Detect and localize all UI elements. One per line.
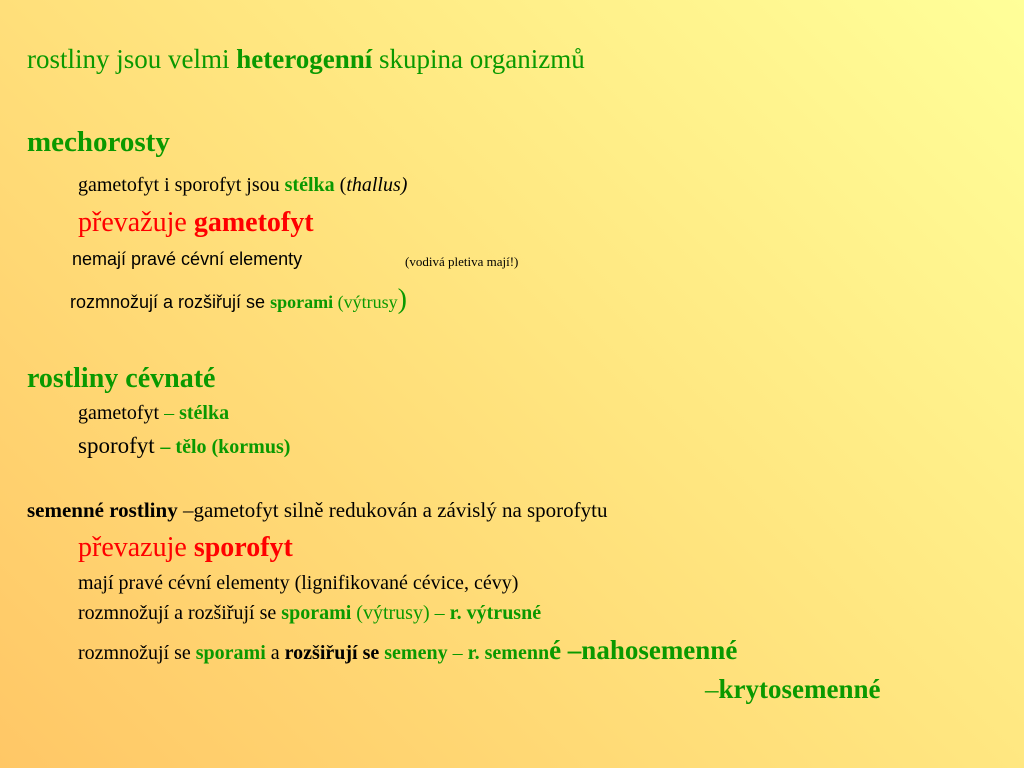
intro-text-end: skupina organizmů xyxy=(372,44,585,74)
seed-l4-and: a xyxy=(265,642,285,664)
vascular-line-2 xyxy=(78,434,290,457)
mosses-l2-text: převažuje xyxy=(78,207,194,238)
seed-line-3 xyxy=(78,603,541,623)
seed-l5-dash: – xyxy=(705,674,719,704)
seed-l5-angiosperms: krytosemenné xyxy=(718,674,881,704)
seed-l3-category: r. výtrusné xyxy=(449,602,542,624)
seed-line-2: mají pravé cévní elementy (lignifikované cévice, cévy) xyxy=(78,572,519,594)
vascular-line-1 xyxy=(78,403,229,423)
seed-l4-gymnosperms: nahosemenné xyxy=(581,635,738,665)
mosses-l4-paren: (výtrusy xyxy=(333,292,398,312)
seed-l3-term: sporami xyxy=(281,602,352,624)
mosses-l3-text: nemají pravé cévní elementy xyxy=(72,249,303,269)
intro-text: rostliny jsou velmi xyxy=(27,44,237,74)
seed-l1-text: převazuje xyxy=(78,532,194,563)
mosses-line-2 xyxy=(78,209,314,237)
mosses-l4-text: rozmnožují a rozšiřují se xyxy=(70,292,271,312)
seed-l4-spores: sporami xyxy=(195,642,266,664)
mosses-l3-note: (vodivá pletiva mají!) xyxy=(405,254,519,269)
mosses-line-4 xyxy=(70,286,407,314)
seed-l4-text: rozmnožují se xyxy=(78,642,196,664)
mosses-l1-paren: ( xyxy=(334,174,347,196)
mosses-line-3 xyxy=(72,250,302,268)
mosses-l4-close: ) xyxy=(397,284,407,315)
intro-highlight: heterogenní xyxy=(236,44,373,74)
heading-mosses: mechorosty xyxy=(27,126,170,158)
vascular-l1-term: stélka xyxy=(179,402,230,424)
heading-vascular: rostliny cévnaté xyxy=(27,363,216,394)
vascular-l2-text: sporofyt xyxy=(78,433,161,458)
seed-l4-seeds: semeny xyxy=(379,642,448,664)
vascular-l2-term: – tělo (kormus) xyxy=(160,436,291,458)
seed-line-5 xyxy=(705,676,880,703)
seed-l4-dash: – xyxy=(447,642,468,664)
seed-line-4 xyxy=(78,637,737,664)
seed-l1-term: sporofyt xyxy=(193,532,293,563)
seed-heading: semenné rostliny xyxy=(27,498,178,522)
vascular-l1-text: gametofyt xyxy=(78,402,165,424)
intro-line xyxy=(27,46,585,73)
mosses-l1-term: stélka xyxy=(284,174,335,196)
seed-intro-text: –gametofyt silně redukován a závislý na sporofytu xyxy=(177,498,608,522)
seed-l4-category: r. semenn xyxy=(467,642,550,664)
seed-l4-category-end: é – xyxy=(549,635,582,665)
mosses-l4-term: sporami xyxy=(270,292,334,312)
mosses-l1-latin: thallus) xyxy=(346,174,408,196)
vascular-l1-dash: – xyxy=(164,402,180,424)
mosses-l2-term: gametofyt xyxy=(193,207,314,238)
seed-l3-paren: (výtrusy) – xyxy=(351,602,450,624)
seed-l3-text: rozmnožují a rozšiřují se xyxy=(78,602,282,624)
seed-l4-spread: rozšiřují se xyxy=(284,642,380,664)
seed-intro-line xyxy=(27,500,608,521)
seed-line-1 xyxy=(78,534,293,562)
mosses-l1-text: gametofyt i sporofyt jsou xyxy=(78,174,285,196)
mosses-line-1 xyxy=(78,175,407,195)
